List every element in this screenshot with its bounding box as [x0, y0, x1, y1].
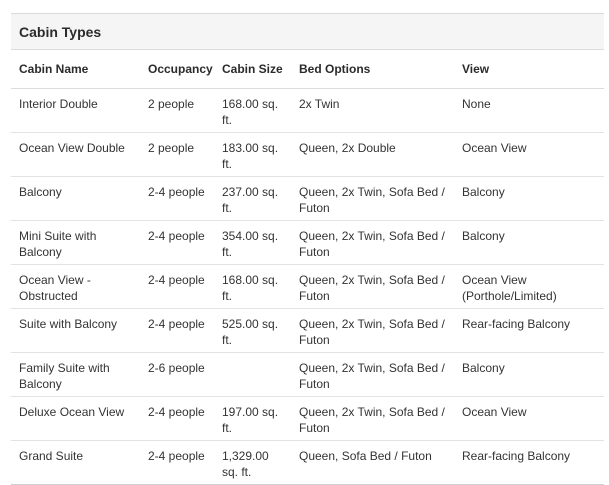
cell-cabin-size: 354.00 sq. ft. [214, 220, 291, 264]
header-cabin-size: Cabin Size [214, 50, 291, 88]
table-row [11, 308, 604, 352]
cell-occupancy: 2 people [140, 88, 214, 132]
cell-view: None [454, 88, 604, 132]
cell-cabin-size: 237.00 sq. ft. [214, 176, 291, 220]
cell-bed-options: Queen, 2x Twin, Sofa Bed / Futon [291, 308, 454, 352]
table-row [11, 440, 604, 484]
cell-cabin-size: 183.00 sq. ft. [214, 132, 291, 176]
table-row [11, 264, 604, 308]
cell-cabin-size: 197.00 sq. ft. [214, 396, 291, 440]
cell-bed-options: Queen, 2x Double [291, 132, 454, 176]
table-row [11, 352, 604, 396]
cell-bed-options: Queen, 2x Twin, Sofa Bed / Futon [291, 396, 454, 440]
cabin-types-table [11, 50, 604, 485]
cell-cabin-name: Ocean View - Obstructed [11, 264, 140, 308]
cabin-types-panel [11, 13, 604, 485]
cell-view: Rear-facing Balcony [454, 308, 604, 352]
cell-view: Ocean View (Porthole/Limited) [454, 264, 604, 308]
cell-cabin-size: 168.00 sq. ft. [214, 264, 291, 308]
cell-occupancy: 2-6 people [140, 352, 214, 396]
cell-occupancy: 2-4 people [140, 220, 214, 264]
header-cabin-name: Cabin Name [11, 50, 140, 88]
cell-occupancy: 2-4 people [140, 440, 214, 484]
table-row [11, 88, 604, 132]
cell-cabin-name: Ocean View Double [11, 132, 140, 176]
cell-cabin-name: Deluxe Ocean View [11, 396, 140, 440]
cell-cabin-name: Balcony [11, 176, 140, 220]
cell-cabin-size [214, 352, 291, 396]
header-occupancy: Occupancy [140, 50, 214, 88]
cell-bed-options: Queen, 2x Twin, Sofa Bed / Futon [291, 352, 454, 396]
header-view: View [454, 50, 604, 88]
cell-bed-options: Queen, Sofa Bed / Futon [291, 440, 454, 484]
cell-cabin-size: 525.00 sq. ft. [214, 308, 291, 352]
cell-bed-options: Queen, 2x Twin, Sofa Bed / Futon [291, 264, 454, 308]
cell-cabin-size: 168.00 sq. ft. [214, 88, 291, 132]
cell-bed-options: Queen, 2x Twin, Sofa Bed / Futon [291, 220, 454, 264]
table-header-row [11, 50, 604, 88]
cell-bed-options: Queen, 2x Twin, Sofa Bed / Futon [291, 176, 454, 220]
table-row [11, 176, 604, 220]
cell-occupancy: 2-4 people [140, 308, 214, 352]
cell-occupancy: 2-4 people [140, 396, 214, 440]
cell-cabin-name: Family Suite with Balcony [11, 352, 140, 396]
cell-cabin-name: Suite with Balcony [11, 308, 140, 352]
table-row [11, 396, 604, 440]
cell-cabin-name: Grand Suite [11, 440, 140, 484]
panel-title: Cabin Types [11, 14, 604, 50]
table-row [11, 220, 604, 264]
cell-view: Balcony [454, 176, 604, 220]
cell-bed-options: 2x Twin [291, 88, 454, 132]
cell-view: Ocean View [454, 132, 604, 176]
cell-cabin-name: Mini Suite with Balcony [11, 220, 140, 264]
cell-view: Balcony [454, 352, 604, 396]
header-bed-options: Bed Options [291, 50, 454, 88]
cell-view: Balcony [454, 220, 604, 264]
cell-cabin-size: 1,329.00 sq. ft. [214, 440, 291, 484]
cell-occupancy: 2 people [140, 132, 214, 176]
cell-cabin-name: Interior Double [11, 88, 140, 132]
cell-occupancy: 2-4 people [140, 176, 214, 220]
table-row [11, 132, 604, 176]
cell-view: Rear-facing Balcony [454, 440, 604, 484]
cell-occupancy: 2-4 people [140, 264, 214, 308]
cell-view: Ocean View [454, 396, 604, 440]
